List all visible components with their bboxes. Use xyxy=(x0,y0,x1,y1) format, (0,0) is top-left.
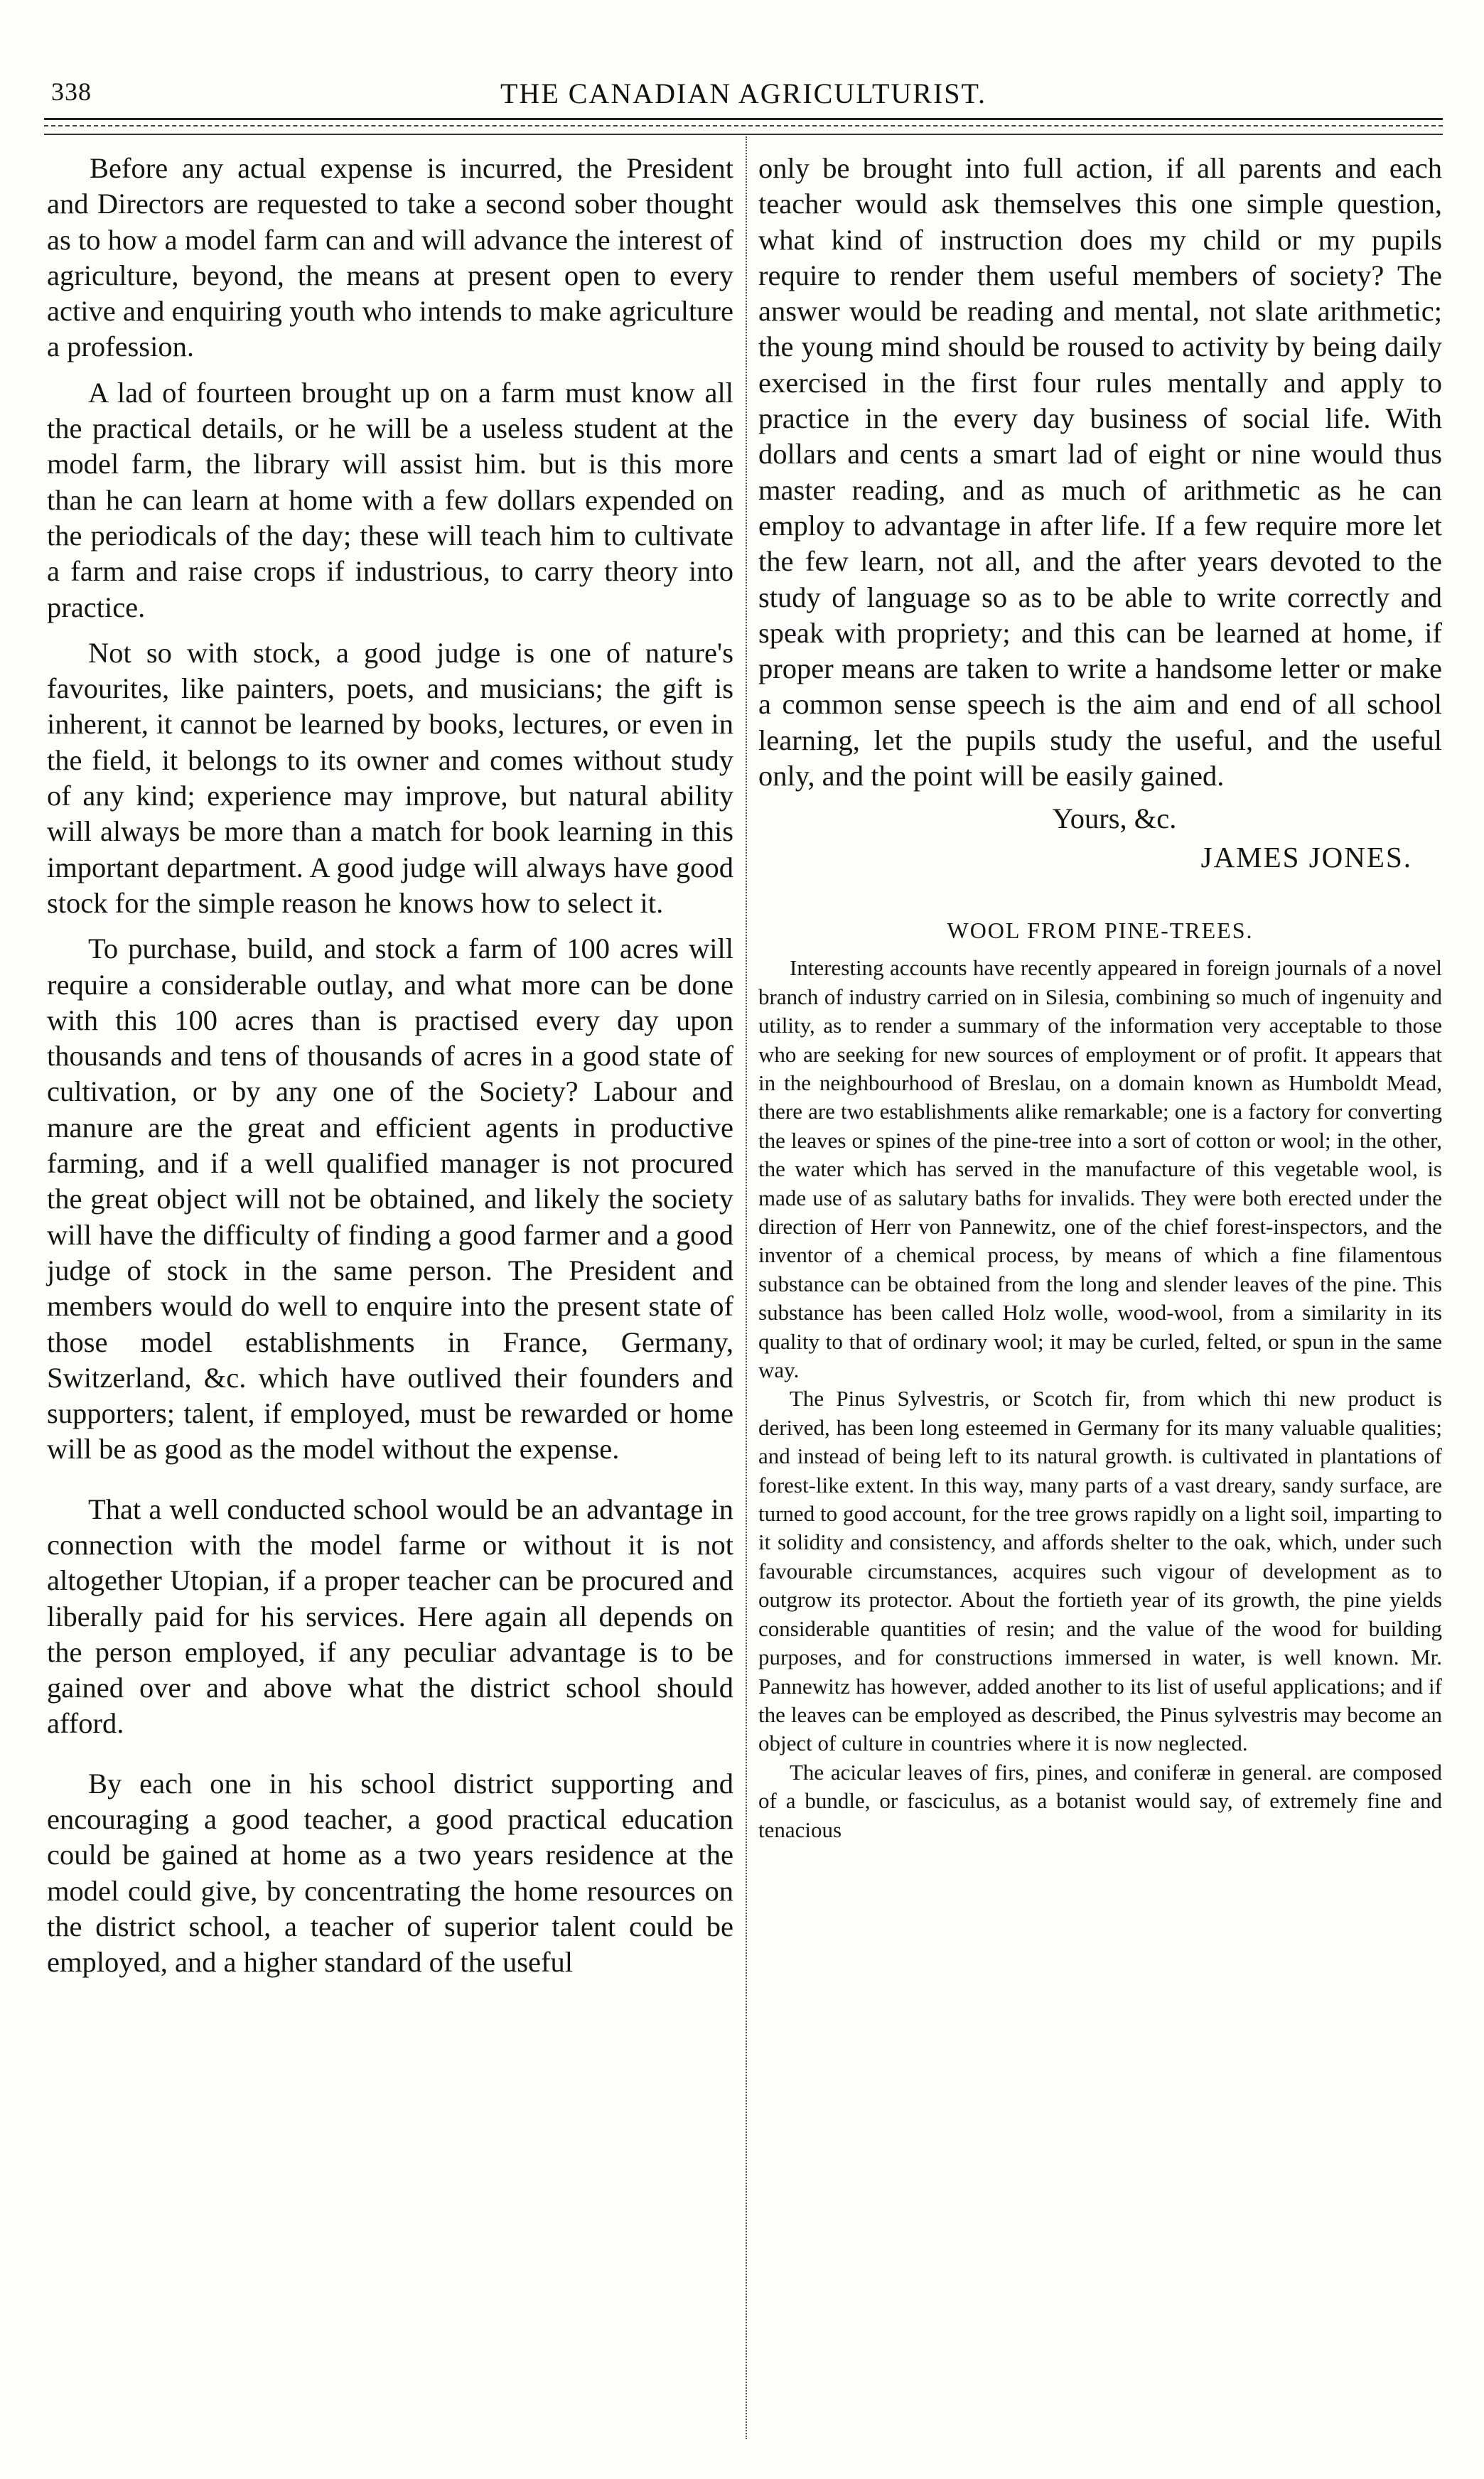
page-header xyxy=(44,77,1443,119)
article-paragraph-pinus-sylvestris: The Pinus Sylvestris, or Scotch fir, from which thi new product is derived, has been long esteemed in Germany for its many valuable qualities; and instead of being left to its natural growth. is cultivated in plantations of forest-like extent. In this way, many parts of a vast dreary, sandy surface, are turned to good account, for the tree grows rapidly on a light soil, imparting to it solidity and consistency, and affords shelter to the oak, which, under such favourable circumstances, acquires such vigour of development as to outgrow its protector. About the fortieth year of its growth, the pine yields considerable quantities of resin; and the value of the wood for building purposes, and for constructions immersed in water, is well known. Mr. Pannewitz has however, added another to its list of useful applications; and if the leaves can be employed as described, the Pinus sylvestris may become an object of culture in countries where it is now neglected. xyxy=(758,1386,1442,1756)
paragraph-school-advantage: That a well conducted school would be an advantage in connection with the model farme or without it is not altogether Utopian, if a proper teacher can be procured and liberally paid for his services. Here again all depends on the person employed, if any peculiar advantage is to be gained over and above what the district school should afford. xyxy=(47,1493,733,1740)
article-paragraph-silesia: Interesting accounts have recently appeared in foreign journals of a novel branch of industry carried on in Silesia, combining so much of ingenuity and utility, as to render a summary of the information very acceptable to those who are seeking for new sources of employment or of profit. It appears that in the neighbourhood of Breslau, on a domain known as Humboldt Mead, there are two establishments alike remarkable; one is a factory for converting the leaves or spines of the pine-tree into a sort of cotton or wool; in the other, the water which has served in the manufacture of this vegetable wool, is made use of as salutary baths for invalids. They were both erected under the direction of Herr von Pannewitz, one of the chief forest-inspectors, and the inventor of a chemical process, by means of which a fine filamentous substance can be obtained from the long and slender leaves of the pine. This substance has been called Holz wolle, wood-wool, from a similarity in its quality to that of ordinary wool; it may be curled, felted, or spun in the same way. xyxy=(758,955,1442,1383)
header-rule-bottom xyxy=(44,134,1443,135)
paragraph-lad-of-fourteen: A lad of fourteen brought up on a farm must know all the practical details, or he will be a useless student at the model farm, the library will assist him. but is this more than he can learn at home with a few dollars expended on the periodicals of the day; these will teach him to cultivate a farm and raise crops if industrious, to carry theory into practice. xyxy=(47,376,733,623)
header-rule-top xyxy=(44,118,1443,120)
paragraph-purchase-farm: To purchase, build, and stock a farm of 100 acres will require a considerable outlay, and what more can be done with this 100 acres than is practised every day upon thousands and tens of thousands of acres in a good state of cultivation, or by any one of the Society? Labour and manure are the great and efficient agents in productive farming, and if a well qualified manager is not procured the great object will not be obtained, and likely the society will have the difficulty of finding a good farmer and a good judge of stock in the same person. The President and members would do well to enquire into the present state of those model establishments in France, Germany, Switzerland, &c. which have outlived their founders and supporters; talent, if employed, must be rewarded or home will be as good as the model without the expense. xyxy=(47,932,733,1466)
left-column xyxy=(47,151,733,1991)
column-divider xyxy=(746,136,747,2439)
paragraph-school-district: By each one in his school district supporting and encouraging a good teacher, a good practical education could be gained at home as a two years residence at the model could give, by concentrating the home resources on the district school, a teacher of superior talent could be employed, and a higher standard of the useful xyxy=(47,1767,733,1979)
page-number: 338 xyxy=(51,77,92,106)
paragraph-model-farm-expense: Before any actual expense is incurred, the President and Directors are requested to take a second sober thought as to how a model farm can and will advance the interest of agriculture, beyond, the means at present open to every active and enquiring youth who intends to make agriculture a profession. xyxy=(47,152,733,363)
letter-closing: Yours, &c. xyxy=(1052,802,1177,835)
letter-signature: JAMES JONES. xyxy=(1200,841,1412,874)
paragraph-stock-judging: Not so with stock, a good judge is one of nature's favourites, like painters, poets, and musicians; the gift is inherent, it cannot be learned by books, lectures, or even in the field, it belongs to its owner and comes without study of any kind; experience may improve, but natural ability will always be more than a match for book learning in this important department. A good judge will always have good stock for the simple reason he knows how to select it. xyxy=(47,636,733,919)
running-title: THE CANADIAN AGRICULTURIST. xyxy=(500,77,986,109)
article-title: WOOL FROM PINE-TREES. xyxy=(947,918,1254,944)
right-column xyxy=(758,151,1442,1844)
header-rule-dashed xyxy=(44,125,1443,127)
article-paragraph-acicular-leaves: The acicular leaves of firs, pines, and coniferæ in general. are composed of a bundle, or fasciculus, as a botanist would say, of extremely fine and tenacious xyxy=(758,1759,1442,1842)
letter-continuation: only be brought into full action, if all parents and each teacher would ask themselves this one simple question, what kind of instruction does my child or my pupils require to render them useful members of society? The answer would be reading and mental, not slate arithmetic; the young mind should be roused to activity by being daily exercised in the first four rules mentally and apply to practice in the every day business of social life. With dollars and cents a smart lad of eight or nine would thus master reading, and as much of arithmetic as he can employ to advantage in after life. If a few require more let the few learn, not all, and the after years devoted to the study of language so as to be able to write correctly and speak with propriety; and this can be learned at home, if proper means are taken to write a handsome letter or make a common sense speech is the aim and end of all school learning, let the pupils study the useful, and the useful only, and the point will be easily gained. xyxy=(758,152,1442,792)
